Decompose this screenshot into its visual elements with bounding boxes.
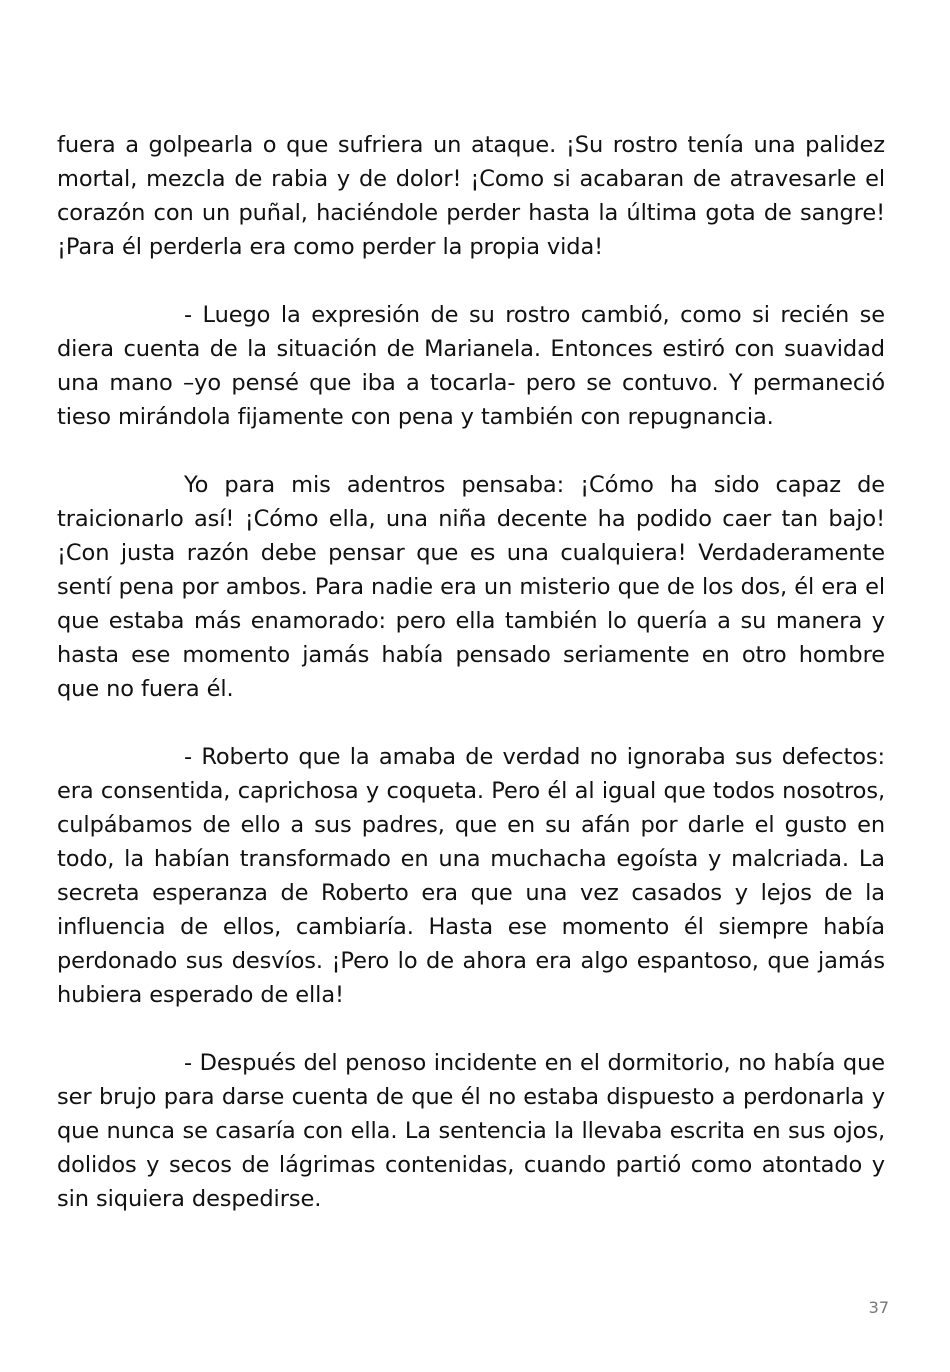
paragraph-4: - Roberto que la amaba de verdad no ignoraba sus defectos: era consentida, caprichosa y coqueta. Pero él al igual que todos nosotros, culpábamos de ello a sus padres, que en su afán por darle el gusto en todo, la habían transformado en una muchacha egoísta y malcriada. La secreta esperanza de Roberto era que una vez casados y lejos de la influencia de ellos, cambiaría. Hasta ese momento él siempre había perdonado sus desvíos. ¡Pero lo de ahora era algo espantoso, que jamás hubiera esperado de ella!: [57, 744, 885, 1008]
paragraph-1: fuera a golpearla o que sufriera un ataque. ¡Su rostro tenía una palidez mortal, mezcla de rabia y de dolor! ¡Como si acabaran de atravesarle el corazón con un puñal, haciéndole perder hasta la última gota de sangre! ¡Para él perderla era como perder la propia vida!: [57, 132, 885, 260]
document-page: [57, 128, 885, 1250]
paragraph-3: Yo para mis adentros pensaba: ¡Cómo ha sido capaz de traicionarlo así! ¡Cómo ella, una niña decente ha podido caer tan bajo! ¡Con justa razón debe pensar que es una cualquiera! Verdaderamente sentí pena por ambos. Para nadie era un misterio que de los dos, él era el que estaba más enamorado: pero ella también lo quería a su manera y hasta ese momento jamás había pensado seriamente en otro hombre que no fuera él.: [57, 472, 885, 702]
paragraph-2: - Luego la expresión de su rostro cambió, como si recién se diera cuenta de la situación de Marianela. Entonces estiró con suavidad una mano –yo pensé que iba a tocarla- pero se contuvo. Y permaneció tieso mirándola fijamente con pena y también con repugnancia.: [57, 302, 885, 430]
paragraph-5: - Después del penoso incidente en el dormitorio, no había que ser brujo para darse cuenta de que él no estaba dispuesto a perdonarla y que nunca se casaría con ella. La sentencia la llevaba escrita en sus ojos, dolidos y secos de lágrimas contenidas, cuando partió como atontado y sin siquiera despedirse.: [57, 1050, 885, 1212]
page-number: 37: [868, 1298, 889, 1317]
